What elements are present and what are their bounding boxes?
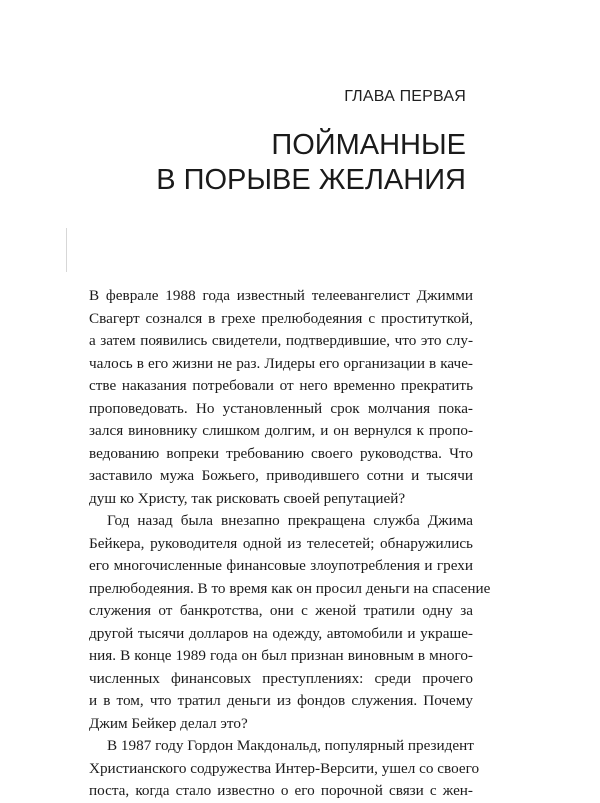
text-line: проповедовать. Но установленный срок молчания пока- bbox=[89, 399, 473, 417]
chapter-title-line: ПОЙМАННЫЕ bbox=[271, 129, 466, 161]
text-line: В феврале 1988 года известный телеевангелист Джимми bbox=[89, 287, 473, 304]
text-line: душ ко Христу, так рисковать своей репутацией? bbox=[89, 489, 406, 507]
text-line: другой тысячи долларов на одежду, автомобили и украше- bbox=[89, 624, 473, 642]
chapter-title-line: В ПОРЫВЕ ЖЕЛАНИЯ bbox=[156, 164, 466, 196]
text-line: В 1987 году Гордон Макдональд, популярный президент bbox=[107, 737, 474, 754]
page-edge-shadow bbox=[66, 228, 67, 272]
chapter-label: ГЛАВА ПЕРВАЯ bbox=[344, 88, 466, 105]
text-line: заставило мужа Божьего, приводившего сотни и тысячи bbox=[89, 467, 473, 484]
text-line: Христианского содружества Интер-Версити, ушел со своего bbox=[89, 759, 480, 777]
text-line: стве наказания потребовали от него временно прекратить bbox=[89, 377, 473, 394]
text-line: Джим Бейкер делал это? bbox=[89, 714, 248, 732]
text-line: его многочисленные финансовые злоупотребления и грехи bbox=[89, 557, 473, 574]
text-line: поста, когда стало известно о его порочной связи с жен- bbox=[89, 782, 473, 799]
text-line: численных финансовых преступлениях: среди прочего bbox=[89, 669, 473, 687]
text-line: Бейкера, руководителя одной из телесетей; обнаружились bbox=[89, 534, 473, 552]
text-line: а затем появились свидетели, подтвердившие, что это слу- bbox=[89, 332, 473, 349]
body-text bbox=[89, 285, 491, 803]
text-line: прелюбодеяния. В то время как он просил деньги на спасение bbox=[89, 579, 491, 597]
text-line: Год назад была внезапно прекращена служба Джима bbox=[107, 512, 473, 529]
text-line: Свагерт сознался в грехе прелюбодеяния с проституткой, bbox=[89, 309, 473, 327]
text-line: зался виновнику слишком долгим, и он вернулся к пропо- bbox=[89, 422, 473, 439]
text-line: чалось в его жизни не раз. Лидеры его организации в каче- bbox=[89, 354, 473, 372]
text-line: и в том, что тратил деньги из фондов служения. Почему bbox=[89, 692, 473, 709]
text-line: ведованию вопреки требованию своего руководства. Что bbox=[89, 444, 473, 462]
text-line: ния. В конце 1989 года он был признан виновным в много- bbox=[89, 647, 473, 664]
text-line: служения от банкротства, они с женой тратили одну за bbox=[89, 602, 473, 619]
chapter-title bbox=[156, 128, 466, 198]
